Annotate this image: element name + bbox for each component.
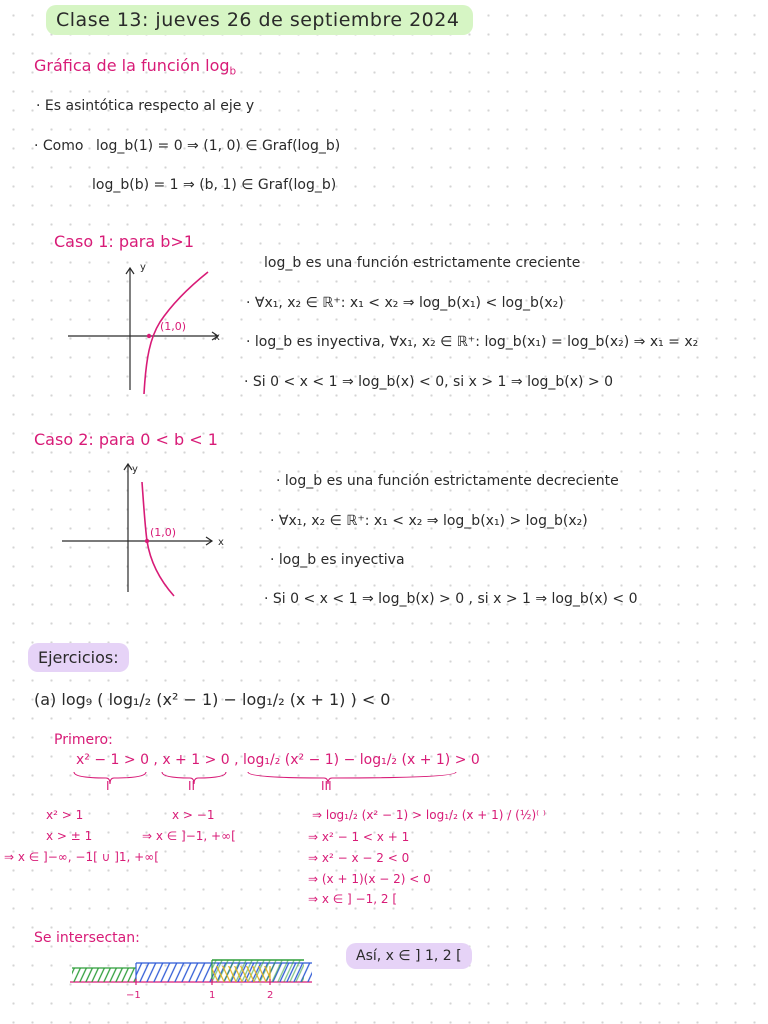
point-1-0 [147, 334, 151, 338]
brace-III [248, 772, 456, 784]
caso1-bullet-3: · log_b es inyectiva, ∀x₁, x₂ ∈ ℝ⁺: log_b(x₁) = log_b(x₂) ⇒ x₁ = x₂ [246, 334, 699, 350]
graph-caso1 [60, 258, 230, 398]
axis-x-label: x [214, 332, 220, 343]
caso2-heading: Caso 2: para 0 < b < 1 [34, 430, 218, 449]
point-1-0 [145, 539, 149, 543]
axis-x-label: x [218, 537, 224, 548]
col2-line-1: x > −1 [172, 808, 215, 822]
label-III: III [321, 779, 332, 793]
label-I: I [106, 779, 110, 793]
col1-line-3: ⇒ x ∈ ]−∞, −1[ ∪ ]1, +∞[ [4, 850, 159, 864]
point-label: (1,0) [150, 526, 177, 539]
col2-line-2: ⇒ x ∈ ]−1, +∞[ [142, 829, 236, 843]
primero-label: Primero: [54, 732, 113, 748]
axis-y-label: y [140, 262, 146, 273]
caso1-heading: Caso 1: para b>1 [54, 232, 195, 251]
label-II: II [188, 779, 196, 793]
point-label: (1,0) [160, 320, 187, 333]
caso2-bullet-2: · ∀x₁, x₂ ∈ ℝ⁺: x₁ < x₂ ⇒ log_b(x₁) > log_b(x₂) [270, 513, 588, 529]
condition-braces [70, 770, 470, 796]
caso2-bullet-4: · Si 0 < x < 1 ⇒ log_b(x) > 0 , si x > 1 ⇒ log_b(x) < 0 [264, 591, 638, 607]
log-property-2: log_b(b) = 1 ⇒ (b, 1) ∈ Graf(log_b) [92, 177, 337, 193]
caso2-bullet-1: · log_b es una función estrictamente decreciente [276, 473, 619, 489]
ejercicios-highlight: Ejercicios: [28, 643, 129, 672]
page-title [46, 11, 473, 30]
intersect-label: Se intersectan: [34, 930, 140, 946]
axes-caso2 [62, 464, 212, 592]
col1-line-1: x² > 1 [46, 808, 84, 822]
conditions-line: x² − 1 > 0 , x + 1 > 0 , log₁/₂ (x² − 1) − log₁/₂ (x + 1) > 0 [76, 752, 480, 768]
col3-line-2: ⇒ x² − 1 < x + 1 [308, 830, 410, 844]
caso1-bullet-2: · ∀x₁, x₂ ∈ ℝ⁺: x₁ < x₂ ⇒ log_b(x₁) < log_b(x₂) [246, 295, 564, 311]
bullet-asymptote: · Es asintótica respecto al eje y [36, 98, 255, 114]
tick-label-minus1: −1 [126, 990, 141, 1001]
exercise-a: (a) log₉ ( log₁/₂ (x² − 1) − log₁/₂ (x + 1) ) < 0 [34, 690, 391, 709]
como-label: · Como [34, 138, 84, 154]
axes-caso1 [68, 268, 218, 390]
col3-line-4: ⇒ (x + 1)(x − 2) < 0 [308, 872, 431, 886]
answer-highlight: Así, x ∈ ] 1, 2 [ [346, 943, 472, 969]
caso1-bullet-4: · Si 0 < x < 1 ⇒ log_b(x) < 0, si x > 1 ⇒ log_b(x) > 0 [244, 374, 614, 390]
interval-green-left [72, 968, 136, 982]
col3-line-1: ⇒ log₁/₂ (x² − 1) > log₁/₂ (x + 1) / (½)⁽ ⁾ [312, 808, 546, 822]
section-heading-graph: Gráfica de la función $\log_b$ [34, 56, 237, 78]
tick-label-2: 2 [267, 990, 274, 1001]
tick-label-1: 1 [209, 990, 216, 1001]
answer [346, 949, 472, 963]
graph-caso2 [58, 460, 233, 600]
col1-line-2: x > ± 1 [46, 829, 93, 843]
interval-yellow [212, 966, 270, 982]
log-property-1: log_b(1) = 0 ⇒ (1, 0) ∈ Graf(log_b) [96, 138, 341, 154]
brace-I [74, 772, 146, 784]
log-curve-increasing [144, 272, 208, 394]
ejercicios-heading [28, 650, 129, 666]
axis-y-label: y [132, 464, 138, 475]
col3-line-3: ⇒ x² − x − 2 < 0 [308, 851, 410, 865]
caso1-bullet-1: log_b es una función estrictamente creciente [264, 255, 581, 271]
title-highlight: Clase 13: jueves 26 de septiembre 2024 [46, 5, 473, 35]
caso2-bullet-3: · log_b es inyectiva [270, 552, 405, 568]
col3-line-5: ⇒ x ∈ ] −1, 2 [ [308, 892, 397, 906]
number-line [66, 956, 326, 1006]
